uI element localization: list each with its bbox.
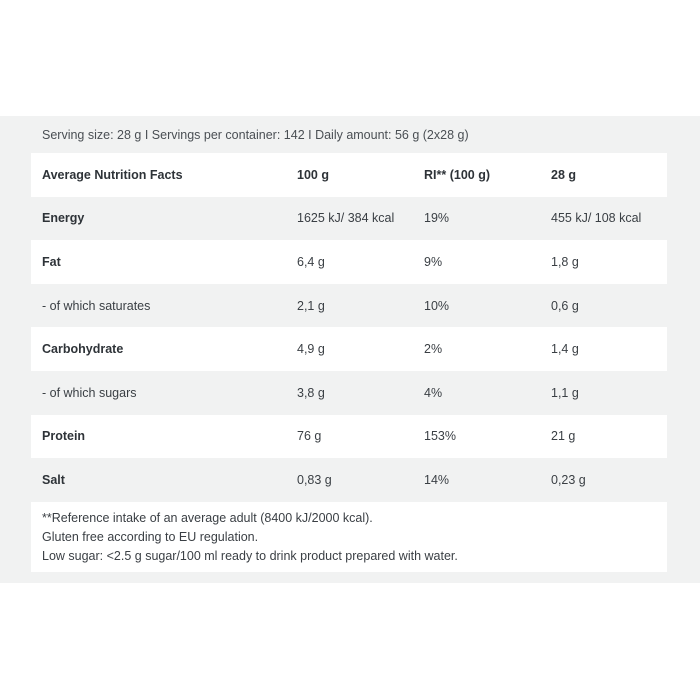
header-nutrition-facts: Average Nutrition Facts (42, 167, 183, 182)
row-per-28g: 0,23 g (551, 472, 586, 487)
row-ri: 14% (424, 472, 450, 487)
footnote-sugar: Low sugar: <2.5 g sugar/100 ml ready to drink product prepared with water. (42, 549, 458, 563)
row-ri: 9% (424, 254, 443, 269)
row-ri: 19% (424, 211, 450, 226)
header-per-28g: 28 g (551, 167, 577, 182)
table-row (31, 284, 667, 328)
row-name: - of which sugars (42, 385, 137, 400)
row-name: - of which saturates (42, 298, 151, 313)
row-ri: 4% (424, 385, 443, 400)
row-per-28g: 1,1 g (551, 385, 579, 400)
row-name: Salt (42, 472, 65, 487)
table-row (31, 197, 667, 241)
row-per-100g: 4,9 g (297, 342, 325, 357)
row-per-100g: 76 g (297, 429, 322, 444)
table-header-row (31, 153, 667, 197)
row-per-28g: 21 g (551, 429, 576, 444)
row-per-100g: 6,4 g (297, 254, 325, 269)
row-name: Carbohydrate (42, 342, 124, 357)
row-name: Energy (42, 211, 85, 226)
row-ri: 2% (424, 342, 443, 357)
table-row (31, 458, 667, 502)
serving-info: Serving size: 28 g I Servings per container: 142 I Daily amount: 56 g (2x28 g) (42, 128, 469, 142)
row-per-28g: 455 kJ/ 108 kcal (551, 211, 642, 226)
nutrition-table (31, 153, 667, 502)
table-row (31, 327, 667, 371)
footnote-ri: **Reference intake of an average adult (8400 kJ/2000 kcal). (42, 511, 373, 525)
row-per-28g: 1,8 g (551, 254, 579, 269)
row-per-100g: 3,8 g (297, 385, 325, 400)
header-per-100g: 100 g (297, 167, 329, 182)
table-row (31, 371, 667, 415)
table-row (31, 415, 667, 459)
row-ri: 153% (424, 429, 456, 444)
row-per-28g: 1,4 g (551, 342, 579, 357)
row-name: Fat (42, 254, 61, 269)
row-name: Protein (42, 429, 86, 444)
footnotes (31, 502, 667, 572)
header-ri: RI** (100 g) (424, 167, 490, 182)
row-ri: 10% (424, 298, 450, 313)
row-per-100g: 1625 kJ/ 384 kcal (297, 211, 395, 226)
row-per-100g: 0,83 g (297, 472, 332, 487)
table-row (31, 240, 667, 284)
row-per-100g: 2,1 g (297, 298, 325, 313)
row-per-28g: 0,6 g (551, 298, 579, 313)
footnote-gluten: Gluten free according to EU regulation. (42, 530, 259, 544)
